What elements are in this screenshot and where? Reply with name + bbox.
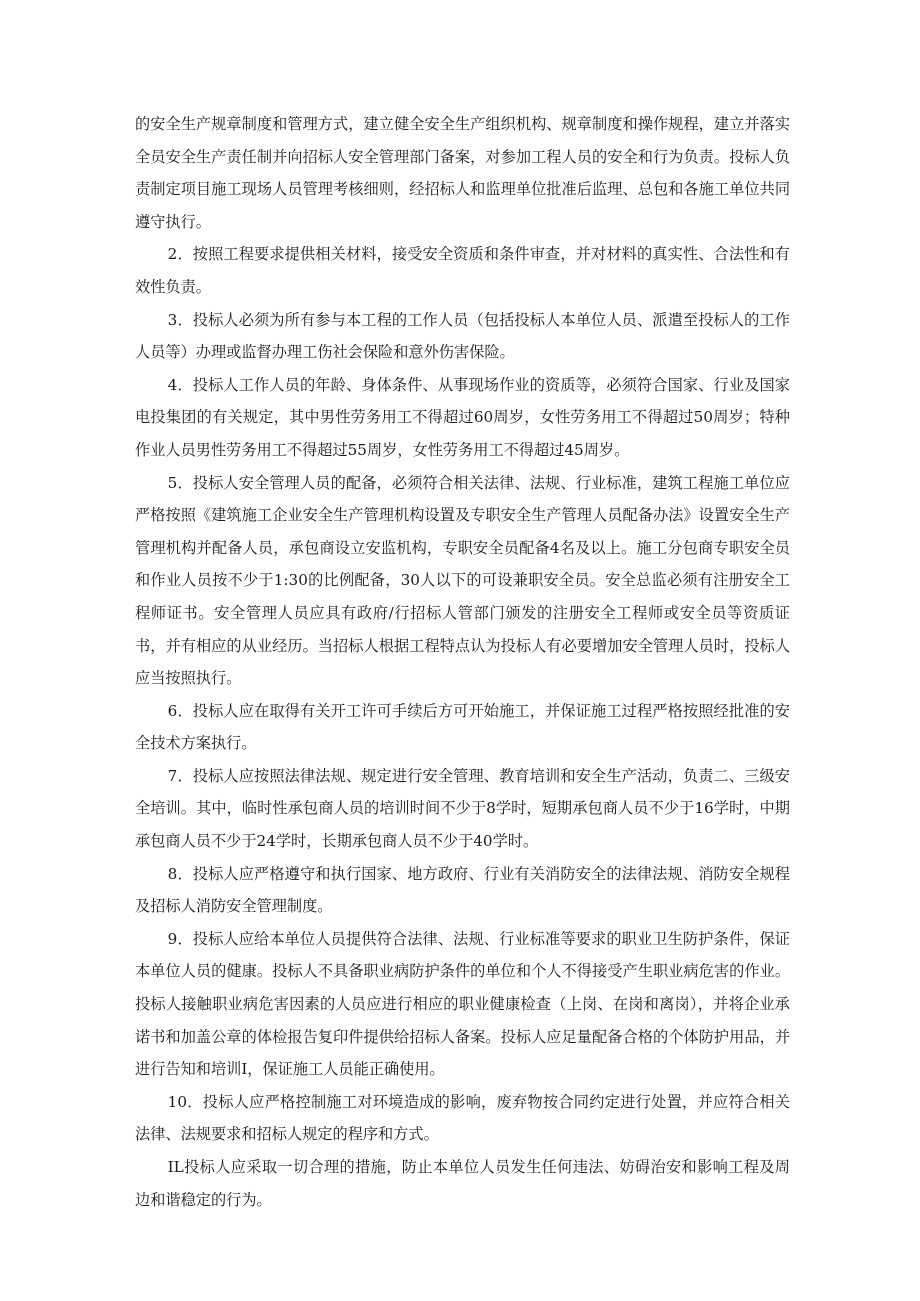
paragraph-item-4: 4．投标人工作人员的年龄、身体条件、从事现场作业的资质等，必须符合国家、行业及国家电投集团的有关规定，其中男性劳务用工不得超过60周岁，女性劳务用工不得超过50周岁；特种作业人员男性劳务用工不得超过55周岁，女性劳务用工不得超过45周岁。 [135, 375, 790, 459]
paragraph-item-3: 3．投标人必须为所有参与本工程的工作人员（包括投标人本单位人员、派遣至投标人的工作人员等）办理或监督办理工伤社会保险和意外伤害保险。 [135, 310, 790, 362]
paragraph-item-6: 6．投标人应在取得有关开工许可手续后方可开始施工，并保证施工过程严格按照经批准的安全技术方案执行。 [135, 701, 790, 753]
paragraph-item-9: 9．投标人应给本单位人员提供符合法律、法规、行业标准等要求的职业卫生防护条件，保证本单位人员的健康。投标人不具备职业病防护条件的单位和个人不得接受产生职业病危害的作业。投标人接触职业病危害因素的人员应进行相应的职业健康检查（上岗、在岗和离岗），并将企业承诺书和加盖公章的体检报告复印件提供给招标人备案。投标人应足量配备合格的个体防护用品，并进行告知和培训I，保证施工人员能正确使用。 [135, 929, 790, 1079]
paragraph-item-10: 10．投标人应严格控制施工对环境造成的影响，废弃物按合同约定进行处置，并应符合相关法律、法规要求和招标人规定的程序和方式。 [135, 1092, 790, 1144]
paragraph-item-11: IL投标人应采取一切合理的措施，防止本单位人员发生任何违法、妨碍治安和影响工程及周边和谐稳定的行为。 [135, 1158, 790, 1209]
paragraph-continued: 的安全生产规章制度和管理方式，建立健全安全生产组织机构、规章制度和操作规程，建立并落实全员安全生产责任制并向招标人安全管理部门备案，对参加工程人员的安全和行为负责。投标人负责制定项目施工现场人员管理考核细则，经招标人和监理单位批准后监理、总包和各施工单位共同遵守执行。 [135, 115, 790, 231]
paragraph-item-7: 7．投标人应按照法律法规、规定进行安全管理、教育培训和安全生产活动，负责二、三级安全培训。其中，临时性承包商人员的培训时间不少于8学时，短期承包商人员不少于16学时，中期承包商人员不少于24学时，长期承包商人员不少于40学时。 [135, 766, 790, 851]
paragraph-item-2: 2．按照工程要求提供相关材料，接受安全资质和条件审查，并对材料的真实性、合法性和有效性负责。 [135, 245, 790, 296]
document-page [135, 108, 790, 1216]
paragraph-item-5: 5．投标人安全管理人员的配备，必须符合相关法律、法规、行业标准，建筑工程施工单位应严格按照《建筑施工企业安全生产管理机构设置及专职安全生产管理人员配备办法》设置安全生产管理机构并配备人员，承包商设立安监机构，专职安全员配备4名及以上。施工分包商专职安全员和作业人员按不少于1:30的比例配备，30人以下的可设兼职安全员。安全总监必须有注册安全工程师证书。安全管理人员应具有政府/行招标人管部门颁发的注册安全工程师或安全员等资质证书，并有相应的从业经历。当招标人根据工程特点认为投标人有必要增加安全管理人员时，投标人应当按照执行。 [135, 473, 790, 688]
paragraph-item-8: 8．投标人应严格遵守和执行国家、地方政府、行业有关消防安全的法律法规、消防安全规程及招标人消防安全管理制度。 [135, 864, 790, 916]
